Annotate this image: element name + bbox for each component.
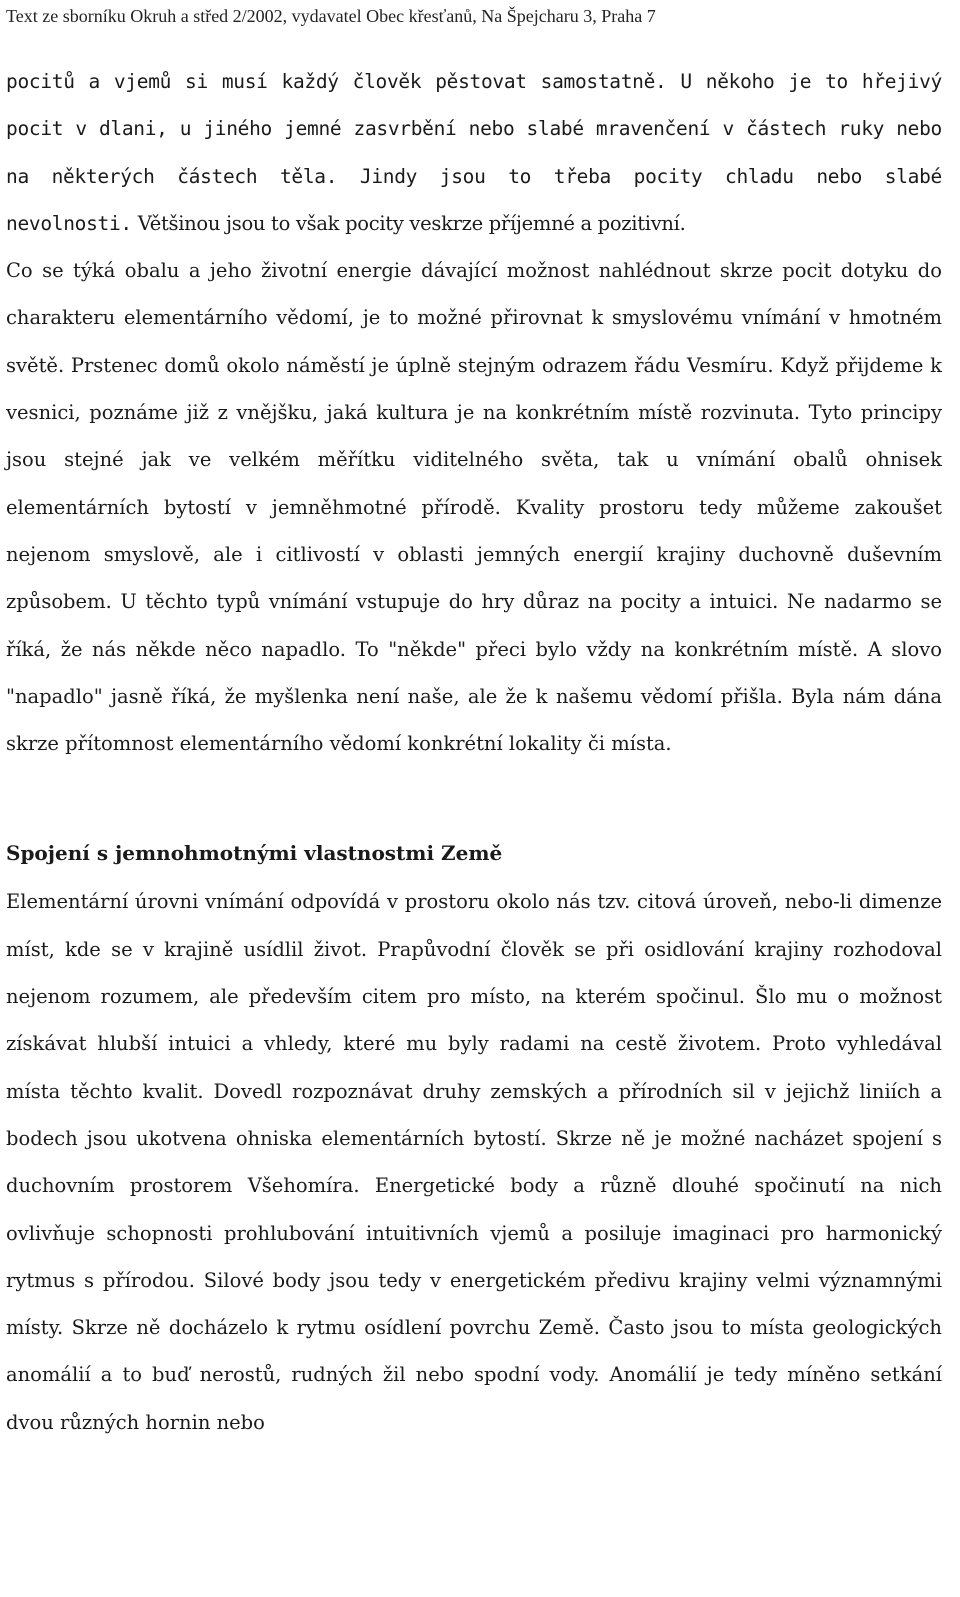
- paragraph-1: [6, 58, 942, 247]
- paragraph-1-part-b: Většinou jsou to však pocity veskrze příjemné a pozitivní.: [131, 211, 686, 235]
- page-header: Text ze sborníku Okruh a střed 2/2002, vydavatel Obec křesťanů, Na Špejcharu 3, Praha 7: [6, 6, 656, 26]
- section-heading: Spojení s jemnohmotnými vlastnostmi Země: [6, 841, 503, 866]
- section-paragraph: Elementární úrovni vnímání odpovídá v prostoru okolo nás tzv. citová úroveň, nebo-li dimenze míst, kde se v krajině usídlil život. Prapůvodní člověk se při osidlování krajiny rozhodoval nejenom rozumem, ale především citem pro místo, na kterém spočinul. Šlo mu o možnost získávat hlubší intuici a vhledy, které mu byly radami na cestě životem. Proto vyhledával místa těchto kvalit. Dovedl rozpoznávat druhy zemských a přírodních sil v jejichž liniích a bodech jsou ukotvena ohniska elementárních bytostí. Skrze ně je možné nacházet spojení s duchovním prostorem Všehomíra. Energetické body a různě dlouhé spočinutí na nich ovlivňuje schopnosti prohlubování intuitivních vjemů a posiluje imaginaci pro harmonický rytmus s přírodou. Silové body jsou tedy v energetickém předivu krajiny velmi významnými místy. Skrze ně docházelo k rytmu osídlení povrchu Země. Často jsou to místa geologických anomálií a to buď nerostů, rudných žil nebo spodní vody. Anomálií je tedy míněno setkání dvou různých hornin nebo: [6, 890, 942, 1434]
- paragraph-1-part-a: pocitů a vjemů si musí každý člověk pěstovat samostatně. U někoho je to hřejivý pocit v dlani, u jiného jemné zasvrbění nebo slabé mravenčení v částech ruky nebo na některých částech těla. Jindy jsou to třeba pocity chladu nebo slabé nevolnosti.: [6, 70, 942, 235]
- paragraph-2: Co se týká obalu a jeho životní energie dávající možnost nahlédnout skrze pocit dotyku do charakteru elementárního vědomí, je to možné přirovnat k smyslovému vnímání v hmotném světě. Prstenec domů okolo náměstí je úplně stejným odrazem řádu Vesmíru. Když přijdeme k vesnici, poznáme již z vnějšku, jaká kultura je na konkrétním místě rozvinuta. Tyto principy jsou stejné jak ve velkém měřítku viditelného světa, tak u vnímání obalů ohnisek elementárních bytostí v jemněhmotné přírodě. Kvality prostoru tedy můžeme zakoušet nejenom smyslově, ale i citlivostí v oblasti jemných energií krajiny duchovně duševním způsobem. U těchto typů vnímání vstupuje do hry důraz na pocity a intuici. Ne nadarmo se říká, že nás někde něco napadlo. To "někde" přeci bylo vždy na konkrétním místě. A slovo "napadlo" jasně říká, že myšlenka není naše, ale že k našemu vědomí přišla. Byla nám dána skrze přítomnost elementárního vědomí konkrétní lokality či místa.: [6, 259, 942, 756]
